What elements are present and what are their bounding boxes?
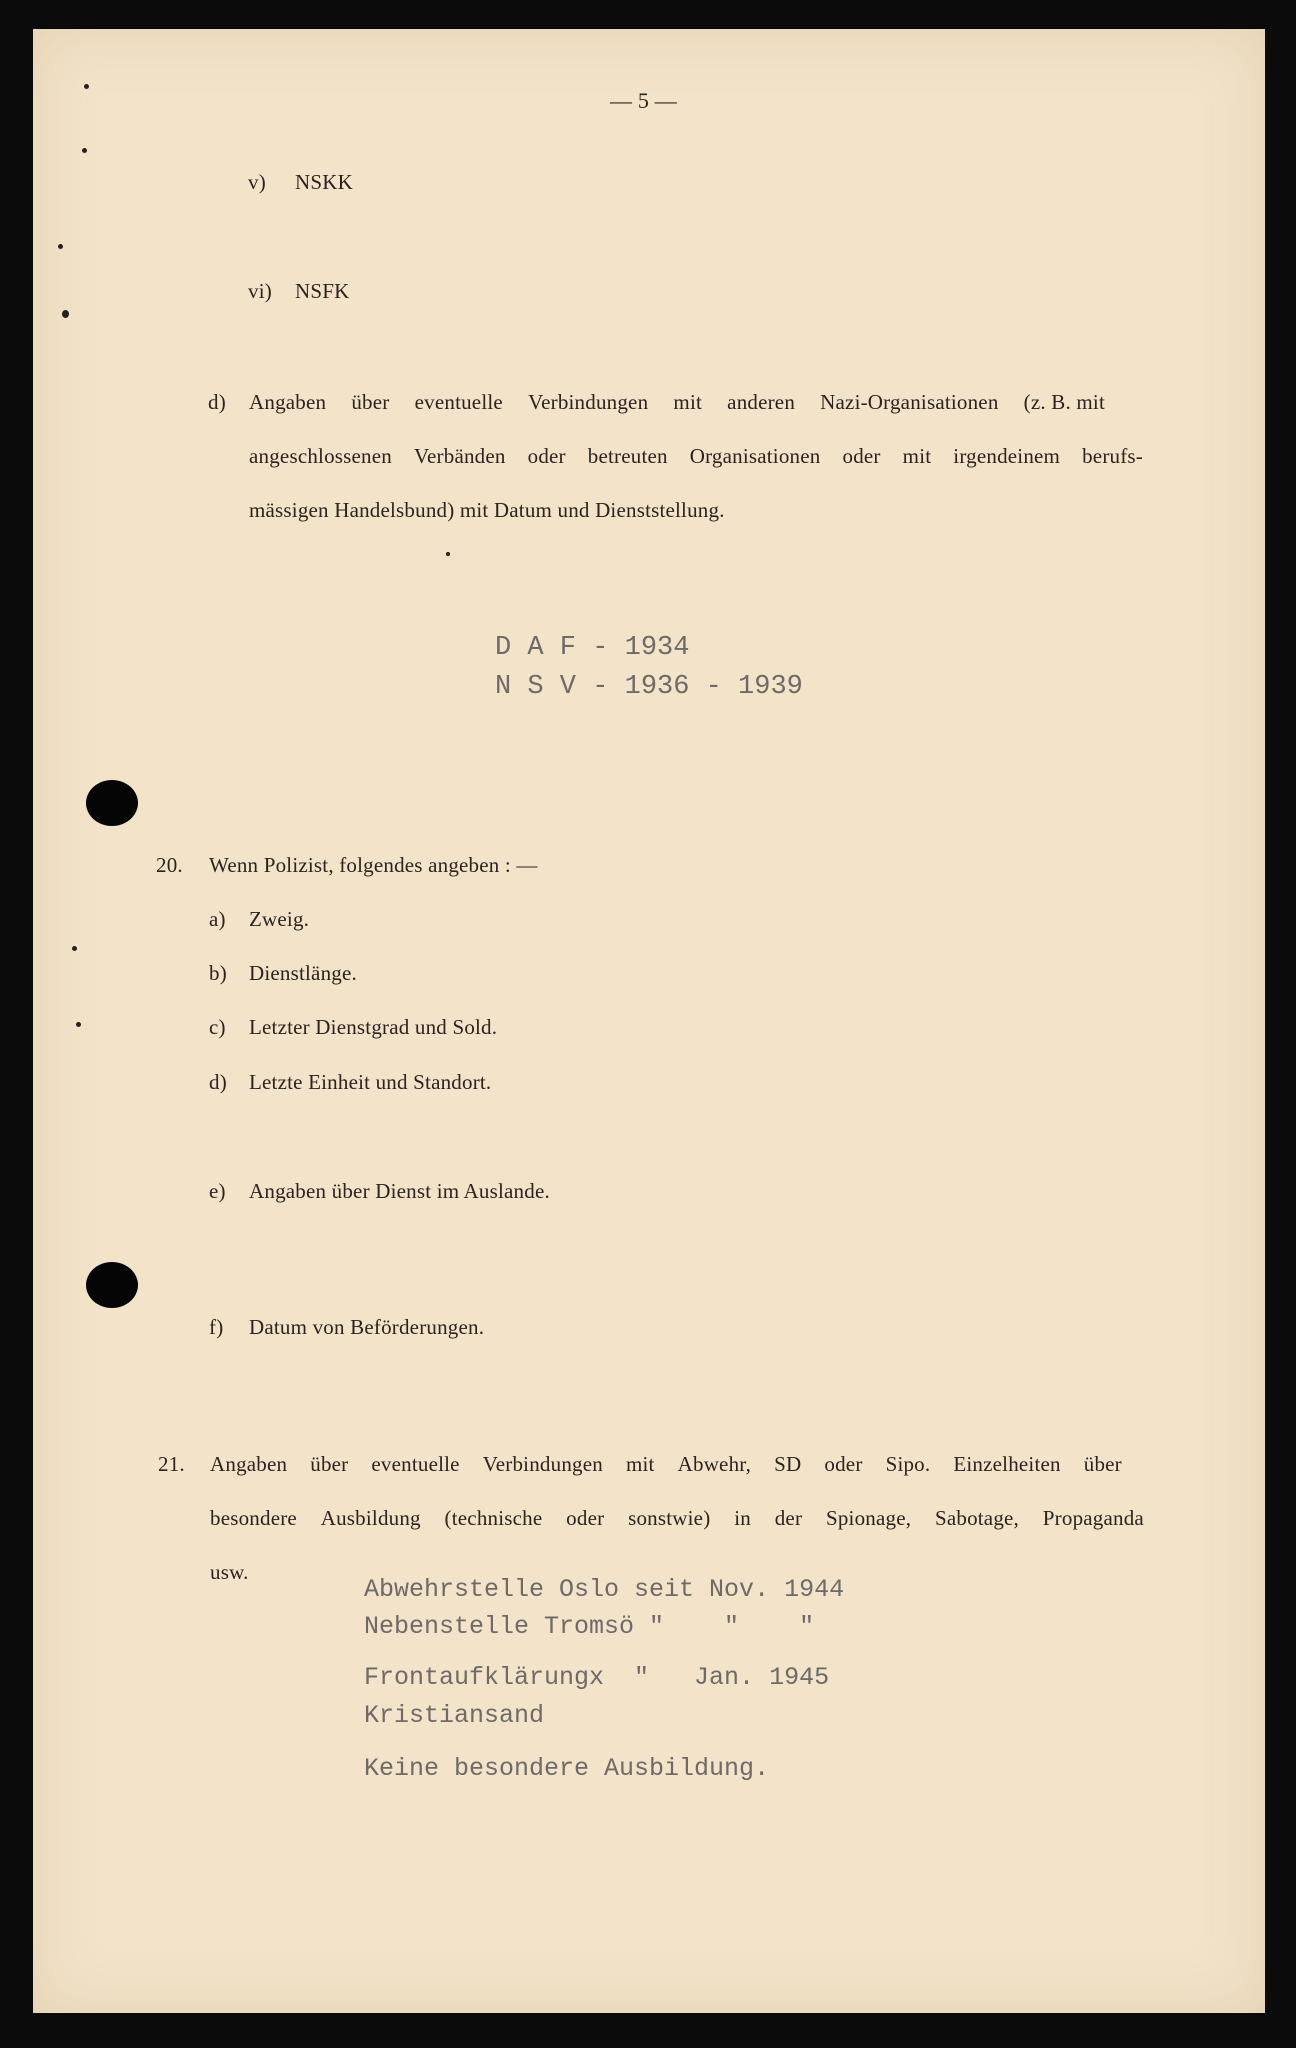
q20-b-mark: b) <box>209 961 227 985</box>
q20-number: 20. <box>156 853 183 877</box>
q21-line-2 <box>210 1506 1144 1531</box>
word: Nazi-Organisationen <box>820 390 999 414</box>
word: oder <box>566 1506 605 1530</box>
word: über <box>351 390 390 414</box>
q20-a-text: Zweig. <box>249 907 310 931</box>
word: (technische <box>444 1506 543 1530</box>
word: eventuelle <box>371 1452 460 1476</box>
word: sonstwie) <box>628 1506 711 1530</box>
ink-speck <box>58 244 63 249</box>
word: Propaganda <box>1042 1506 1144 1530</box>
word: anderen <box>727 390 796 414</box>
q20-d-text: Letzte Einheit und Standort. <box>249 1070 492 1094</box>
item-d-line-1 <box>249 390 1105 415</box>
item-v-text: NSKK <box>295 170 353 194</box>
word: Verbänden <box>414 444 506 468</box>
q20-e-text: Angaben über Dienst im Auslande. <box>249 1179 550 1203</box>
q21-number: 21. <box>158 1452 185 1476</box>
word: mit <box>673 390 703 414</box>
typed-answer-21-line-1: Abwehrstelle Oslo seit Nov. 1944 <box>364 1575 845 1604</box>
punch-hole-top <box>86 780 138 826</box>
typed-answer-21-line-4: Kristiansand <box>364 1701 545 1730</box>
ink-speck <box>62 310 69 318</box>
word: Verbindungen <box>528 390 649 414</box>
q20-f-mark: f) <box>209 1315 224 1339</box>
q20-c-mark: c) <box>209 1015 226 1039</box>
page-number: — 5 — <box>610 88 677 113</box>
item-d-line-3: mässigen Handelsbund) mit Datum und Dienststellung. <box>249 498 725 522</box>
word: Organisationen <box>689 444 821 468</box>
ink-speck <box>82 148 87 153</box>
word: der <box>774 1506 803 1530</box>
item-vi-text: NSFK <box>295 279 350 303</box>
item-vi-mark: vi) <box>248 279 272 303</box>
word: Sabotage, <box>934 1506 1019 1530</box>
q20-e-mark: e) <box>209 1179 226 1203</box>
typed-answer-21-line-3: Frontaufklärungx " Jan. 1945 <box>364 1663 830 1692</box>
ink-speck <box>446 552 450 556</box>
word: angeschlossenen <box>249 444 392 468</box>
punch-hole-bottom <box>86 1262 138 1308</box>
typed-answer-line-1: D A F - 1934 <box>495 633 690 663</box>
word: über <box>1083 1452 1122 1476</box>
word: (z. B. mit <box>1023 390 1105 414</box>
word: Verbindungen <box>482 1452 603 1476</box>
q20-c-text: Letzter Dienstgrad und Sold. <box>249 1015 498 1039</box>
q20-f-text: Datum von Beförderungen. <box>249 1315 485 1339</box>
q20-b-text: Dienstlänge. <box>249 961 357 985</box>
word: SD <box>774 1452 802 1476</box>
word: Abwehr, <box>677 1452 752 1476</box>
word: irgendeinem <box>953 444 1061 468</box>
word: oder <box>842 444 881 468</box>
item-d-mark: d) <box>208 390 226 414</box>
word: in <box>734 1506 751 1530</box>
word: mit <box>902 444 932 468</box>
ink-speck <box>76 1022 81 1027</box>
ink-speck <box>84 84 89 89</box>
word: über <box>310 1452 349 1476</box>
q21-line-1 <box>210 1452 1122 1477</box>
q20-d-mark: d) <box>209 1070 227 1094</box>
word: Sipo. <box>885 1452 931 1476</box>
word: Spionage, <box>825 1506 912 1530</box>
word: Ausbildung <box>320 1506 421 1530</box>
q20-title: Wenn Polizist, folgendes angeben : — <box>209 853 538 877</box>
typed-answer-line-2: N S V - 1936 - 1939 <box>495 672 803 702</box>
typed-answer-21-line-5: Keine besondere Ausbildung. <box>364 1754 770 1783</box>
word: berufs- <box>1082 444 1143 468</box>
word: besondere <box>210 1506 297 1530</box>
word: mit <box>625 1452 655 1476</box>
word: betreuten <box>587 444 668 468</box>
ink-speck <box>72 946 77 951</box>
word: oder <box>824 1452 863 1476</box>
typed-answer-21-line-2: Nebenstelle Tromsö " " " <box>364 1612 815 1641</box>
word: Angaben <box>210 1452 288 1476</box>
q20-a-mark: a) <box>209 907 226 931</box>
item-v-mark: v) <box>248 170 266 194</box>
item-d-line-2 <box>249 444 1143 469</box>
word: eventuelle <box>414 390 503 414</box>
q21-line-3: usw. <box>210 1560 249 1584</box>
word: Angaben <box>249 390 327 414</box>
word: oder <box>527 444 566 468</box>
word: Einzelheiten <box>953 1452 1061 1476</box>
